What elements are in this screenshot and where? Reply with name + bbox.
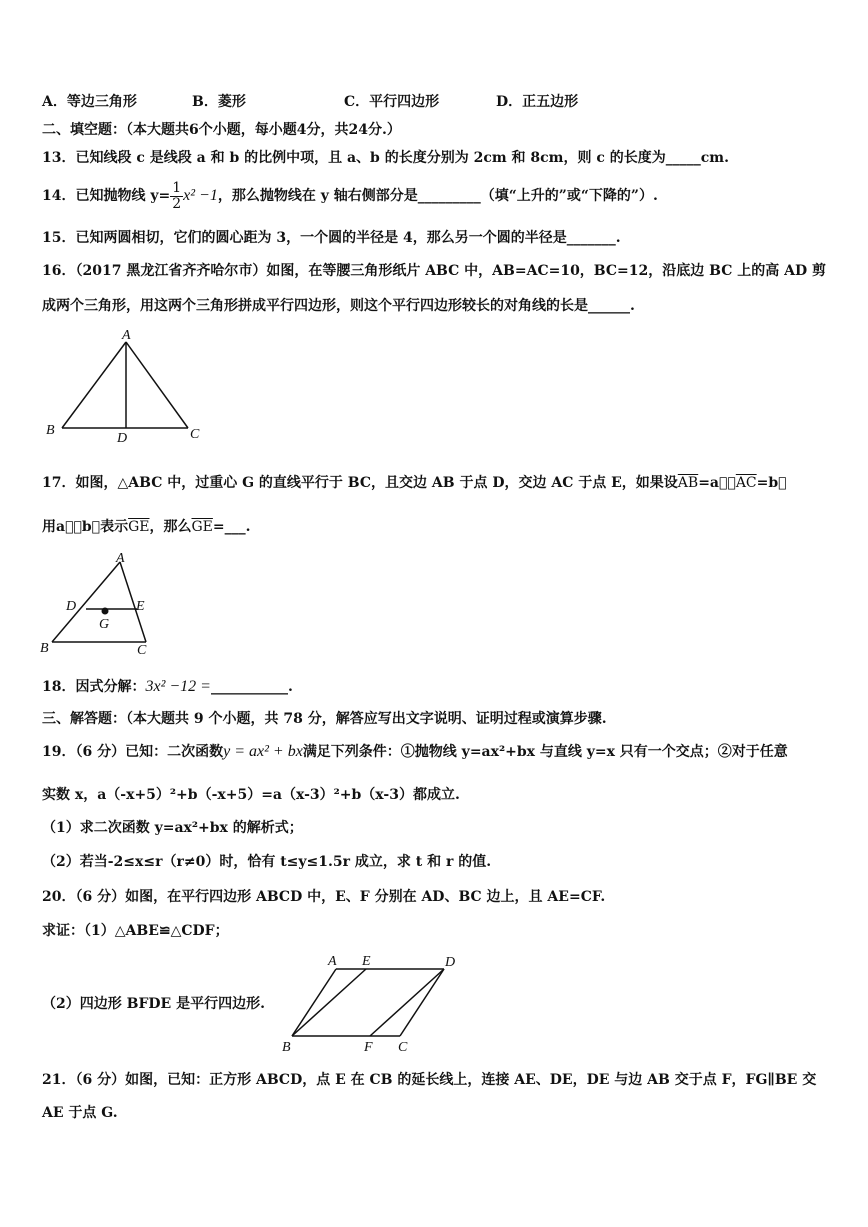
- question-19-line1: [42, 741, 788, 763]
- q19-text-1: 19．（6 分）已知：二次函数: [42, 744, 224, 760]
- question-17-line2: [42, 516, 251, 538]
- section-2-heading: 二、填空题：（本大题共6个小题，每小题4分，共24分.）: [42, 122, 401, 138]
- option-c: C．平行四边形: [344, 94, 440, 110]
- q17-text-2: 用a⃗，b⃗表示: [42, 519, 129, 535]
- q17-vector-ac: $\overline{AC}$: [735, 475, 757, 491]
- fig16-label-C: C: [190, 427, 200, 442]
- fig20-label-E: E: [362, 954, 371, 969]
- q14-expr: x² −1: [183, 187, 218, 204]
- question-14: [42, 178, 658, 214]
- q19-text-2: 满足下列条件：①抛物线 y=ax²+bx 与直线 y=x 只有一个交点；②对于任意: [302, 744, 788, 760]
- q17-eq-b: =b⃗: [756, 475, 787, 491]
- fig17-label-G: G: [99, 617, 110, 632]
- question-18: [42, 676, 293, 698]
- fig16-label-A: A: [122, 328, 131, 343]
- question-17-line1: [42, 472, 787, 494]
- question-21-line1: 21．（6 分）如图，已知：正方形 ABCD，点 E 在 CB 的延长线上，连接 AE、DE，DE 与边 AB 交于点 F，FG∥BE 交: [42, 1072, 817, 1088]
- option-a: A．等边三角形: [42, 94, 137, 110]
- q17-text-1: 17．如图，△ABC 中，过重心 G 的直线平行于 BC，且交边 AB 于点 D，交边 AC 于点 E，如果设: [42, 475, 678, 491]
- q17-text-4: =___.: [212, 519, 251, 535]
- option-d: D．正五边形: [496, 94, 579, 110]
- q17-vector-ab: $\overline{AB}$: [677, 475, 699, 491]
- option-b: B．菱形: [192, 94, 246, 110]
- fig16-label-B: B: [46, 423, 55, 438]
- q14-suffix: ，那么抛物线在 y 轴右侧部分是_________（填“上升的”或“下降的”）.: [217, 188, 658, 204]
- figure-20-parallelogram: [278, 952, 468, 1056]
- section-3-heading: 三、解答题：（本大题共 9 个小题，共 78 分，解答应写出文字说明、证明过程或演算步骤.: [42, 711, 607, 727]
- fig17-label-B: B: [40, 641, 49, 656]
- fig17-label-E: E: [136, 599, 145, 614]
- fig17-label-A: A: [116, 551, 125, 566]
- fig16-label-D: D: [117, 431, 128, 446]
- q17-text-3: ，那么: [149, 519, 192, 535]
- fig20-label-A: A: [328, 954, 337, 969]
- fig20-label-D: D: [445, 955, 456, 970]
- fig17-label-C: C: [137, 643, 147, 658]
- fig20-label-F: F: [364, 1040, 373, 1055]
- question-19-part1: （1）求二次函数 y=ax²+bx 的解析式；: [42, 820, 303, 836]
- question-20-line1: 20．（6 分）如图，在平行四边形 ABCD 中，E、F 分别在 AD、BC 边上，且 AE=CF.: [42, 889, 606, 905]
- q17-eq-a: =a⃗: [698, 475, 728, 491]
- question-16-line2: 成两个三角形，用这两个三角形拼成平行四边形，则这个平行四边形较长的对角线的长是______.: [42, 298, 635, 314]
- question-20-part1: 求证：（1）△ABE≌△CDF；: [42, 923, 229, 939]
- question-20-part2: （2）四边形 BFDE 是平行四边形.: [42, 996, 265, 1012]
- fig17-label-D: D: [66, 599, 77, 614]
- q17-comma: ，: [727, 475, 736, 491]
- question-19-part2: （2）若当-2≤x≤r（r≠0）时，恰有 t≤y≤1.5r 成立，求 t 和 r 的值.: [42, 854, 492, 870]
- question-21-line2: AE 于点 G.: [42, 1105, 118, 1121]
- fig20-label-C: C: [398, 1040, 408, 1055]
- q17-vector-ge: $\overline{GE}$: [128, 519, 150, 535]
- q18-expr: 3x² −12 =: [145, 678, 211, 695]
- question-19-line2: 实数 x，a（-x+5）²+b（-x+5）=a（x-3）²+b（x-3）都成立.: [42, 787, 460, 803]
- q14-frac-num: 1: [172, 179, 182, 196]
- figure-17-triangle: [36, 548, 166, 658]
- q14-frac-den: 2: [172, 195, 182, 212]
- q14-fraction: [170, 181, 183, 212]
- q18-prefix: 18．因式分解：: [42, 679, 146, 695]
- q14-prefix: 14．已知抛物线 y=: [42, 188, 171, 204]
- q19-expr: y = ax² + bx: [223, 743, 303, 760]
- question-15: 15．已知两圆相切，它们的圆心距为 3，一个圆的半径是 4，那么另一个圆的半径是_______.: [42, 230, 621, 246]
- q17-vector-ge-2: $\overline{GE}$: [191, 519, 213, 535]
- figure-16-triangle: [40, 326, 220, 446]
- fig20-label-B: B: [282, 1040, 291, 1055]
- question-16-line1: 16．（2017 黑龙江省齐齐哈尔市）如图，在等腰三角形纸片 ABC 中，AB=AC=10，BC=12，沿底边 BC 上的高 AD 剪: [42, 263, 826, 279]
- q18-blank: ___________.: [210, 679, 293, 695]
- question-13: 13．已知线段 c 是线段 a 和 b 的比例中项，且 a、b 的长度分别为 2cm 和 8cm，则 c 的长度为_____cm.: [42, 150, 729, 166]
